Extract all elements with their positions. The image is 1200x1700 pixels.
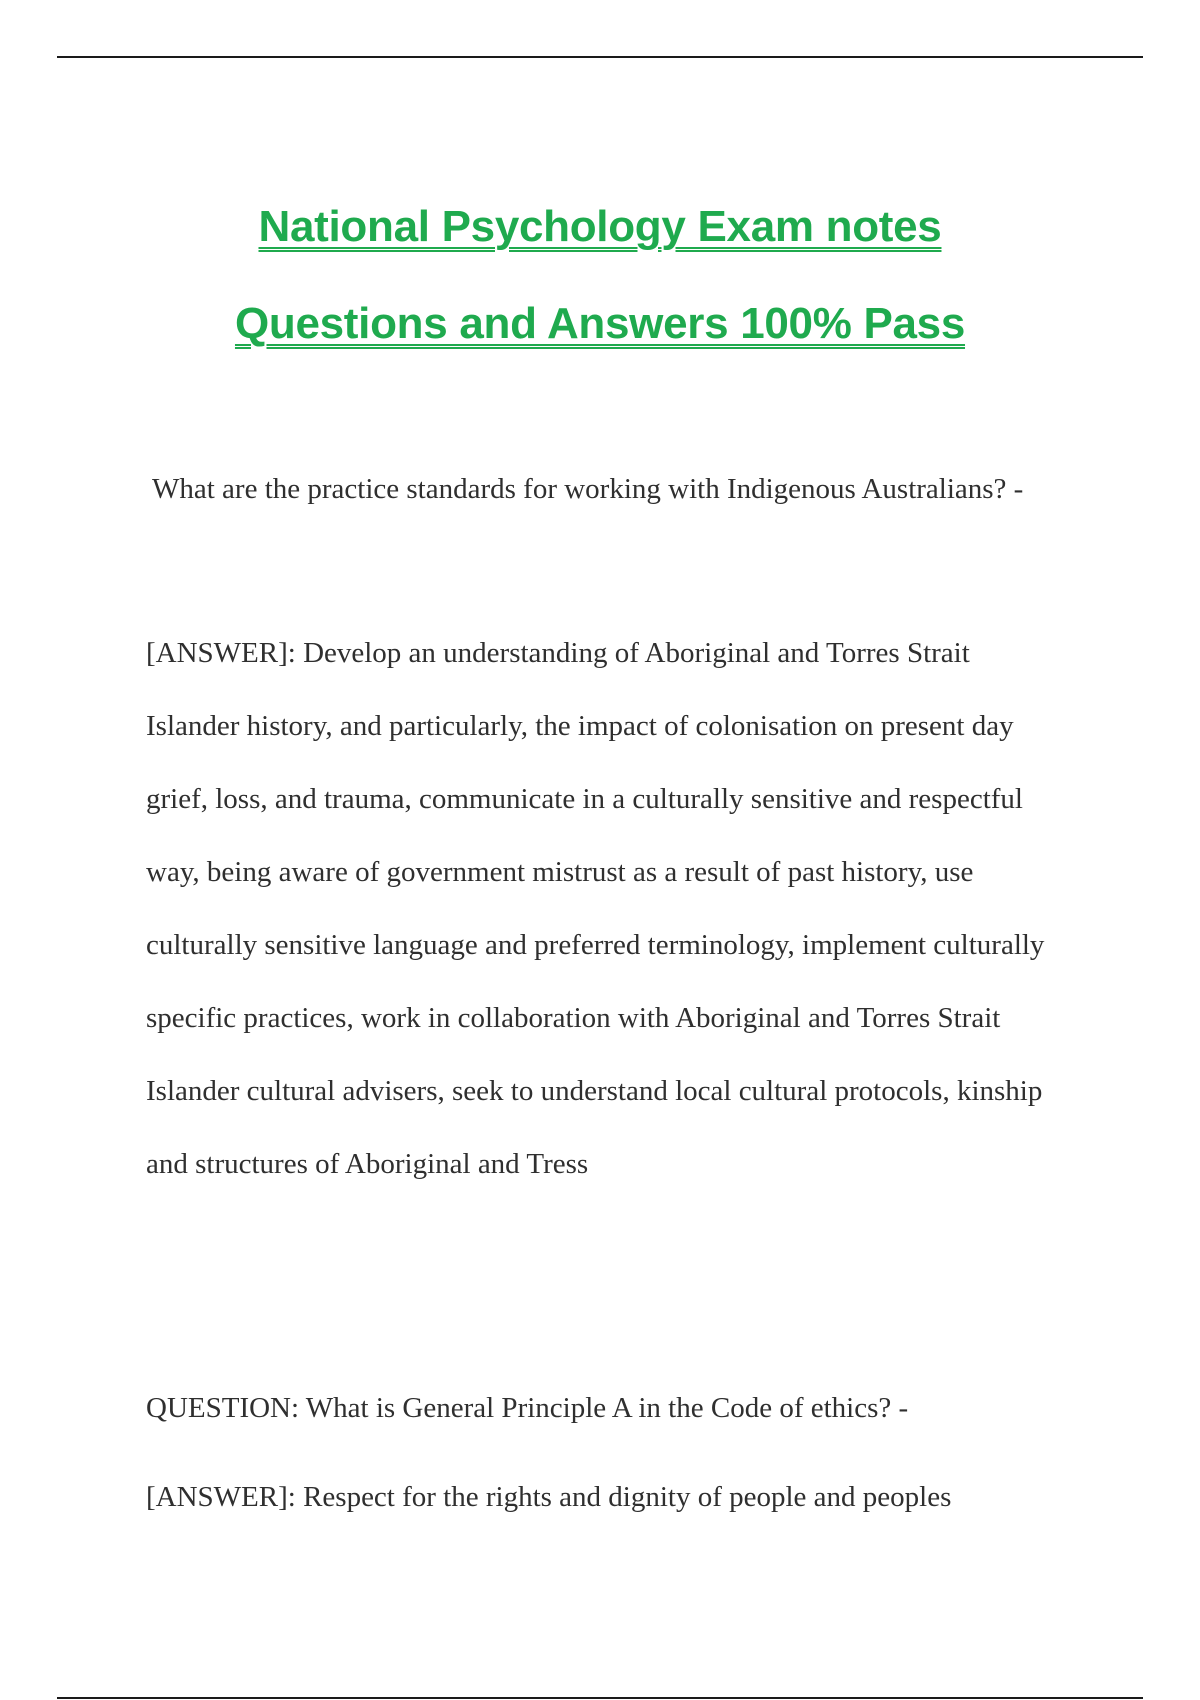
answer-2: [ANSWER]: Respect for the rights and dignity of people and peoples: [146, 1481, 952, 1513]
question-2: QUESTION: What is General Principle A in the Code of ethics? -: [146, 1392, 909, 1424]
title-line-1: National Psychology Exam notes: [258, 202, 942, 251]
document-title: [0, 178, 1200, 372]
answer-1: [ANSWER]: Develop an understanding of Aboriginal and Torres Strait Islander history, and particularly, the impact of colonisation on present day grief, loss, and trauma, communicate in a culturally sensitive and respectful way, being aware of government mistrust as a result of past history, use culturally sensitive language and preferred terminology, implement culturally specific practices, work in collaboration with Aboriginal and Torres Strait Islander cultural advisers, seek to understand local cultural protocols, kinship and structures of Aboriginal and Tress: [146, 637, 1045, 1180]
question-1: What are the practice standards for working with Indigenous Australians? -: [152, 473, 1024, 505]
title-line-2: Questions and Answers 100% Pass: [234, 299, 966, 348]
top-rule: [57, 56, 1143, 58]
bottom-rule: [57, 1697, 1143, 1699]
